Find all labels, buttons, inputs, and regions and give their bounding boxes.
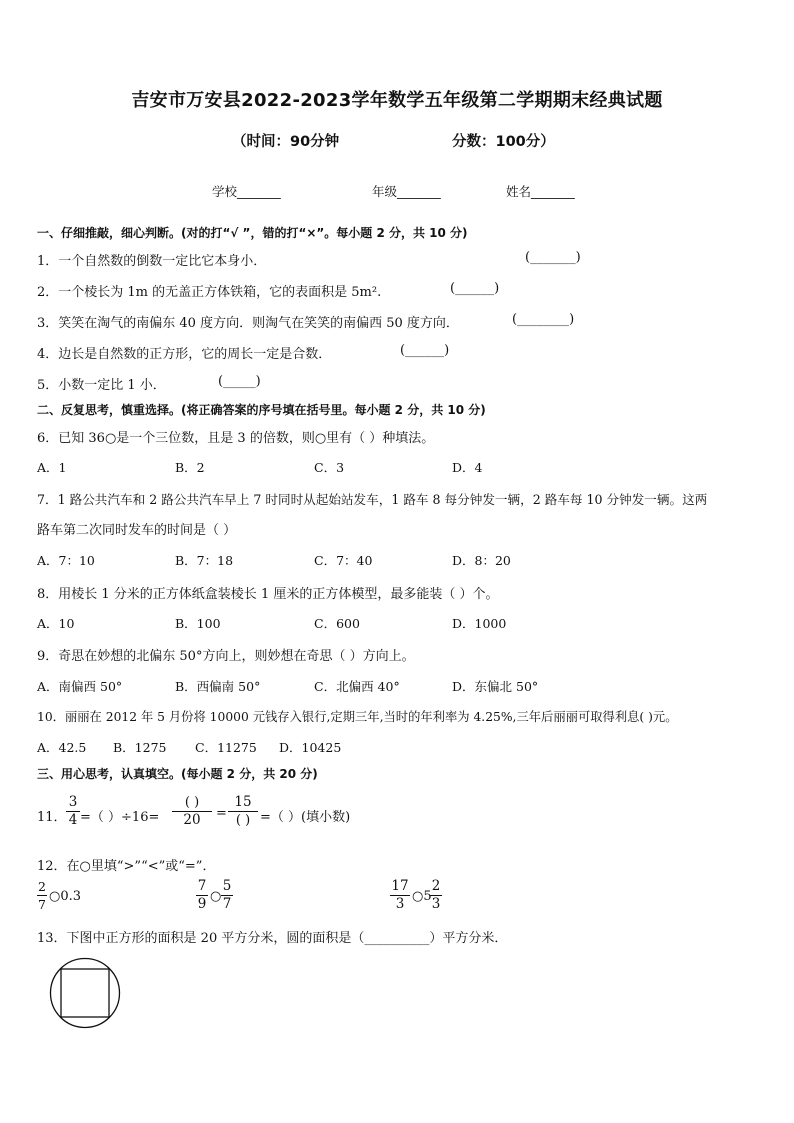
q12-c2-denominator: 3	[431, 896, 441, 912]
q11-fraction-2	[172, 795, 212, 828]
q12-c-fraction-2	[430, 879, 442, 912]
q11-middle: =（ ）÷16=	[80, 810, 160, 825]
q12-c1-numerator: 17	[391, 878, 409, 894]
q6-option-b: B．2	[175, 460, 205, 475]
q12-c-fraction-1	[390, 879, 410, 912]
section3-heading: 三、用心思考，认真填空。(每小题 2 分，共 20 分)	[37, 767, 318, 781]
q12-c1-denominator: 3	[395, 896, 405, 912]
q11-f1-numerator: 3	[68, 794, 78, 810]
grade-field: 年级_______	[372, 184, 441, 199]
q6-option-d: D．4	[452, 460, 483, 475]
q10-option-a: A．42.5	[37, 740, 87, 755]
question-8: 8．用棱长 1 分米的正方体纸盒装棱长 1 厘米的正方体模型，最多能装（ ）个。	[37, 587, 499, 602]
q8-option-b: B．100	[175, 616, 221, 631]
q11-equals: =	[216, 806, 227, 821]
exam-score: 分数：100分）	[452, 134, 555, 150]
square-shape	[61, 969, 109, 1017]
q12-b-fraction-2	[221, 879, 233, 912]
q12-b-fraction-1	[196, 879, 208, 912]
school-field: 学校_______	[212, 184, 281, 199]
circle-square-figure	[48, 956, 122, 1030]
question-1: 1．一个自然数的倒数一定比它本身小．	[37, 254, 267, 269]
answer-blank-5: (_____)	[218, 374, 261, 389]
q12-a-tail: ○0.3	[49, 889, 82, 904]
fraction-bar	[228, 811, 258, 812]
q8-option-d: D．1000	[452, 616, 507, 631]
answer-blank-4: (______)	[400, 343, 450, 358]
q7-option-c: C．7：40	[314, 553, 373, 568]
fraction-bar	[37, 895, 47, 896]
q11-fraction-1	[66, 795, 80, 828]
q6-option-c: C．3	[314, 460, 345, 475]
q11-f3-denominator: ( )	[235, 813, 251, 828]
question-4: 4．边长是自然数的正方形，它的周长一定是合数．	[37, 347, 332, 362]
q12-b-circle: ○	[210, 889, 222, 904]
name-field: 姓名_______	[506, 184, 575, 199]
q10-option-d: D．10425	[279, 740, 342, 755]
question-13: 13．下图中正方形的面积是 20 平方分米，圆的面积是（__________）平方分米．	[37, 931, 508, 946]
q9-option-a: A．南偏西 50°	[37, 679, 123, 694]
question-3: 3．笑笑在淘气的南偏东 40 度方向．则淘气在笑笑的南偏西 50 度方向．	[37, 316, 459, 331]
question-2: 2．一个棱长为 1m 的无盖正方体铁箱，它的表面积是 5m².	[37, 285, 382, 300]
question-6: 6．已知 36○是一个三位数，且是 3 的倍数，则○里有（ ）种填法。	[37, 431, 435, 446]
q6-option-a: A．1	[37, 460, 67, 475]
q9-option-c: C．北偏西 40°	[314, 679, 400, 694]
answer-blank-1: (_______)	[525, 250, 581, 265]
q11-tail: =（ ）(填小数)	[260, 810, 351, 825]
q11-f2-denominator: 20	[183, 812, 201, 828]
answer-blank-2: (______)	[450, 281, 500, 296]
q11-f2-numerator: ( )	[184, 795, 200, 810]
q8-option-a: A．10	[37, 616, 75, 631]
q10-option-c: C．11275	[195, 740, 257, 755]
page-title: 吉安市万安县2022-2023学年数学五年级第二学期期末经典试题	[131, 90, 663, 111]
q12-c-circle: ○5	[412, 889, 432, 904]
q12-a-denominator: 7	[38, 897, 46, 912]
question-9: 9．奇思在妙想的北偏东 50°方向上，则妙想在奇思（ ）方向上。	[37, 649, 415, 664]
q8-option-c: C．600	[314, 616, 360, 631]
q12-b1-numerator: 7	[197, 878, 207, 894]
q11-fraction-3	[228, 795, 258, 828]
answer-blank-3: (________)	[512, 312, 575, 327]
question-10: 10．丽丽在 2012 年 5 月份将 10000 元钱存入银行,定期三年,当时的年利率为 4.25%,三年后丽丽可取得利息( )元。	[37, 710, 678, 724]
section2-heading: 二、反复思考，慎重选择。(将正确答案的序号填在括号里。每小题 2 分，共 10 分)	[37, 403, 486, 417]
q9-option-b: B．西偏南 50°	[175, 679, 261, 694]
question-5: 5．小数一定比 1 小．	[37, 378, 166, 393]
q11-f1-denominator: 4	[68, 812, 78, 828]
question-7-line1: 7．1 路公共汽车和 2 路公共汽车早上 7 时同时从起始站发车，1 路车 8 每分钟发一辆，2 路车每 10 分钟发一辆。这两	[37, 492, 708, 507]
section1-heading: 一、仔细推敲，细心判断。(对的打“√ ”，错的打“×”。每小题 2 分，共 10 分)	[37, 226, 468, 240]
question-12: 12．在○里填“>”“<”或“=”．	[37, 859, 216, 874]
question-7-line2: 路车第二次同时发车的时间是（ ）	[37, 523, 237, 538]
question-11-number: 11．	[37, 810, 67, 825]
q11-f3-numerator: 15	[234, 794, 252, 810]
q7-option-b: B．7：18	[175, 553, 234, 568]
exam-time: （时间：90分钟	[232, 134, 340, 150]
q12-b2-denominator: 7	[222, 896, 232, 912]
q12-c2-numerator: 2	[431, 878, 441, 894]
q9-option-d: D．东偏北 50°	[452, 679, 539, 694]
q12-b1-denominator: 9	[197, 896, 207, 912]
q12-a-fraction	[37, 879, 47, 912]
q7-option-d: D．8：20	[452, 553, 511, 568]
q12-b2-numerator: 5	[222, 878, 232, 894]
q7-option-a: A．7：10	[37, 553, 95, 568]
q10-option-b: B．1275	[113, 740, 167, 755]
q12-a-numerator: 2	[38, 879, 46, 894]
